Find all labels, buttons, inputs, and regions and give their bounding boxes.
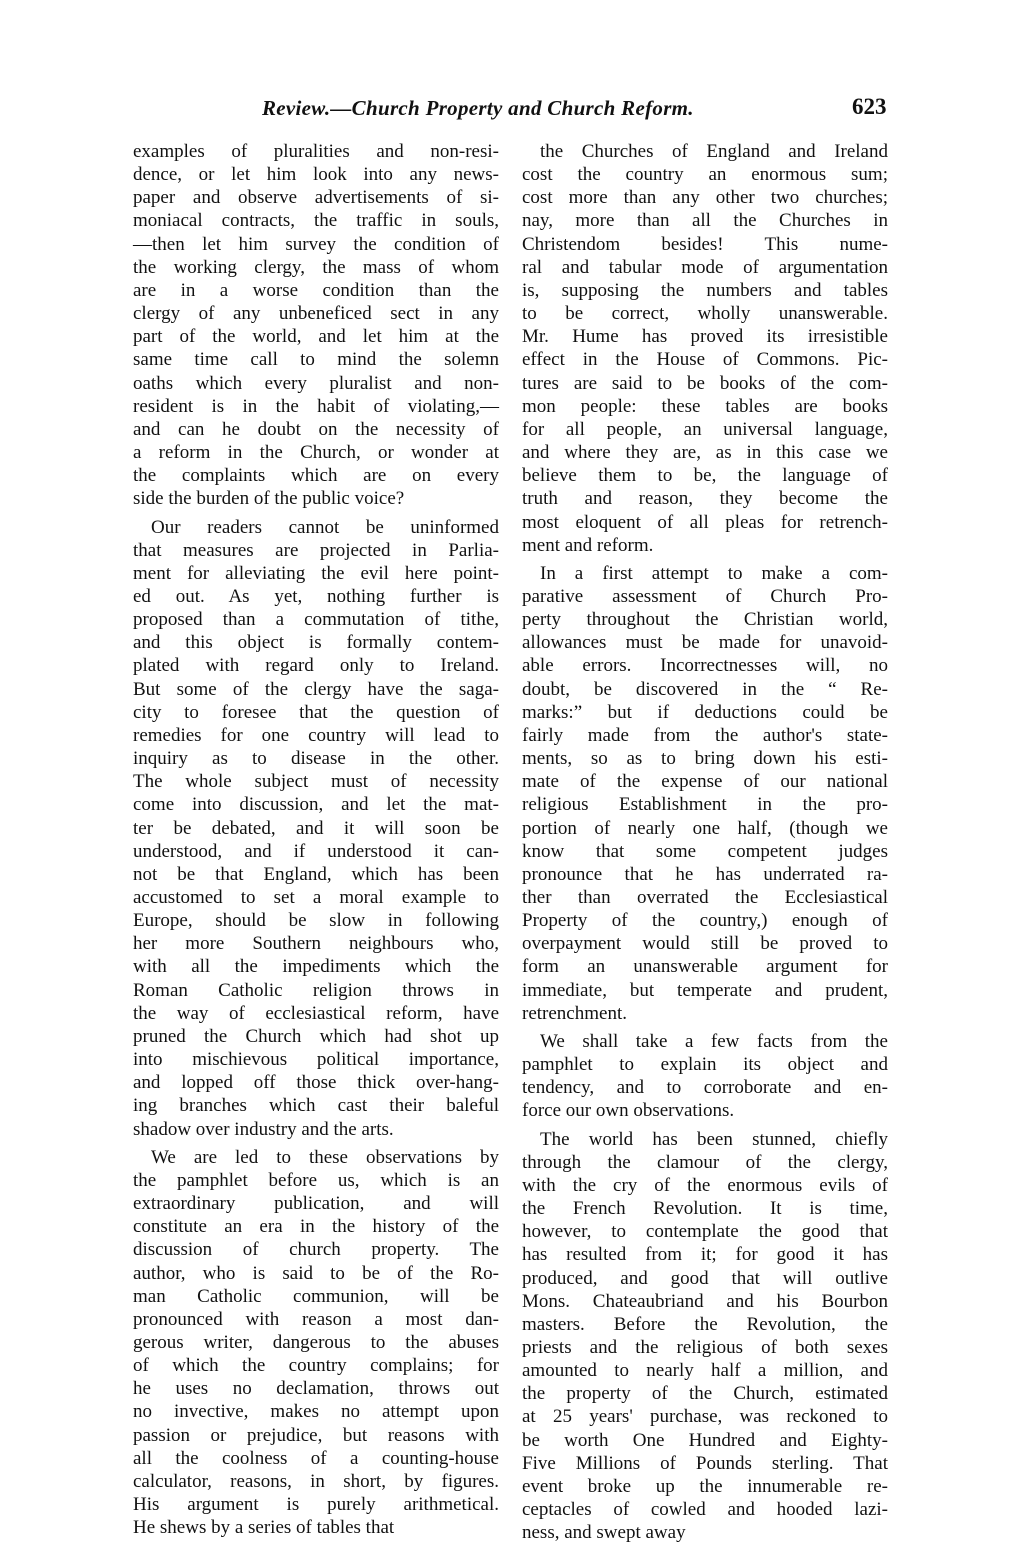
text-line: ter be debated, and it will soon be	[133, 817, 499, 839]
running-head: Review.—Church Property and Church Reform.	[262, 96, 694, 120]
text-line: Christendom besides! This nume-	[522, 233, 888, 255]
text-line: no invective, makes no attempt upon	[133, 1401, 499, 1423]
text-line: mon people: these tables are books	[522, 395, 888, 417]
text-line: produced, and good that will outlive	[522, 1267, 888, 1289]
text-line: resident is in the habit of violating,—	[133, 395, 499, 417]
text-line: the working clergy, the mass of whom	[133, 256, 499, 278]
text-line: nay, more than all the Churches in	[522, 210, 888, 232]
text-line: cost the country an enormous sum;	[522, 164, 888, 186]
text-line: We shall take a few facts from the	[540, 1030, 888, 1052]
text-line: the way of ecclesiastical reform, have	[133, 1002, 499, 1024]
left-column	[133, 140, 499, 1539]
text-line: pronounce that he has underrated ra-	[522, 863, 888, 885]
text-line: to be correct, wholly unanswerable.	[522, 303, 888, 325]
text-line: man Catholic communion, will be	[133, 1285, 499, 1307]
text-line: But some of the clergy have the saga-	[133, 678, 499, 700]
text-line: portion of nearly one half, (though we	[522, 817, 888, 839]
text-line: ing branches which cast their baleful	[133, 1095, 499, 1117]
text-line: paper and observe advertisements of si-	[133, 187, 499, 209]
paragraph	[133, 1146, 499, 1540]
text-line: able errors. Incorrectnesses will, no	[522, 655, 888, 677]
text-line: Mr. Hume has proved its irresistible	[522, 326, 888, 348]
text-line: truth and reason, they become the	[522, 488, 888, 510]
text-line: fairly made from the author's state-	[522, 724, 888, 746]
paragraph	[133, 140, 499, 511]
text-line: and where they are, as in this case we	[522, 442, 888, 464]
text-line: ness, and swept away	[522, 1522, 686, 1544]
text-line: into mischievous political importance,	[133, 1049, 499, 1071]
paragraph	[133, 516, 499, 1141]
text-line: ther than overrated the Ecclesiastical	[522, 887, 888, 908]
text-line: effect in the House of Commons. Pic-	[522, 349, 888, 371]
text-line: shadow over industry and the arts.	[133, 1118, 394, 1140]
text-line: allowances must be made for unavoid-	[522, 632, 888, 654]
paragraph	[522, 1128, 888, 1544]
text-line: doubt, be discovered in the “ Re-	[522, 678, 888, 700]
text-line: overpayment would still be proved to	[522, 933, 888, 955]
text-line: and lopped off those thick over-hang-	[133, 1072, 499, 1094]
text-line: ceptacles of cowled and hooded lazi-	[522, 1499, 888, 1521]
text-line: His argument is purely arithmetical.	[133, 1494, 499, 1516]
text-line: religious Establishment in the pro-	[522, 794, 888, 816]
text-line: however, to contemplate the good that	[522, 1221, 888, 1243]
text-line: calculator, reasons, in short, by figures.	[133, 1470, 499, 1492]
text-line: priests and the religious of both sexes	[522, 1336, 888, 1358]
text-line: examples of pluralities and non-resi-	[133, 141, 499, 162]
text-line: ral and tabular mode of argumentation	[522, 256, 888, 278]
text-line: Roman Catholic religion throws in	[133, 979, 499, 1001]
text-line: the French Revolution. It is time,	[522, 1198, 888, 1220]
text-line: come into discussion, and let the mat-	[133, 794, 499, 816]
text-line: retrenchment.	[522, 1002, 627, 1024]
text-line: accustomed to set a moral example to	[133, 887, 499, 908]
text-line: the complaints which are on every	[133, 465, 499, 487]
text-line: understood, and if understood it can-	[133, 840, 499, 862]
paragraph	[522, 562, 888, 1025]
text-line: with all the impediments which the	[133, 956, 499, 978]
text-line: is, supposing the numbers and tables	[522, 279, 888, 301]
text-line: event broke up the innumerable re-	[522, 1475, 888, 1497]
text-line: Five Millions of Pounds sterling. That	[522, 1452, 888, 1474]
text-line: the property of the Church, estimated	[522, 1383, 888, 1405]
text-line: passion or prejudice, but reasons with	[133, 1424, 499, 1446]
text-line: tendency, and to corroborate and en-	[522, 1077, 888, 1099]
text-line: The world has been stunned, chiefly	[540, 1128, 888, 1150]
paragraph	[522, 140, 888, 557]
page-number: 623	[852, 94, 887, 119]
text-line: cost more than any other two churches;	[522, 187, 888, 209]
text-line: pruned the Church which had shot up	[133, 1025, 499, 1047]
text-line: at 25 years' purchase, was reckoned to	[522, 1406, 888, 1428]
text-line: tures are said to be books of the com-	[522, 372, 888, 394]
text-line: moniacal contracts, the traffic in souls,	[133, 210, 499, 232]
text-line: he uses no declamation, throws out	[133, 1378, 499, 1400]
text-line: Mons. Chateaubriand and his Bourbon	[522, 1290, 888, 1312]
right-column	[522, 140, 888, 1544]
text-line: her more Southern neighbours who,	[133, 933, 499, 955]
text-line: pamphlet to explain its object and	[522, 1054, 888, 1076]
text-line: dence, or let him look into any news-	[133, 164, 499, 186]
text-line: not be that England, which has been	[133, 863, 499, 885]
text-line: He shews by a series of tables that	[133, 1517, 395, 1539]
text-line: perty throughout the Christian world,	[522, 609, 888, 631]
text-line: extraordinary publication, and will	[133, 1193, 499, 1215]
text-line: force our own observations.	[522, 1100, 735, 1122]
text-line: has resulted from it; for good it has	[522, 1244, 888, 1266]
text-line: mate of the expense of our national	[522, 771, 888, 793]
text-line: ments, so as to bring down his esti-	[522, 748, 888, 770]
text-line: with the cry of the enormous evils of	[522, 1174, 888, 1196]
text-line: gerous writer, dangerous to the abuses	[133, 1331, 499, 1353]
text-line: remedies for one country will lead to	[133, 724, 499, 746]
text-line: constitute an era in the history of the	[133, 1216, 499, 1238]
text-line: for all people, an universal language,	[522, 418, 888, 440]
text-line: all the coolness of a counting-house	[133, 1447, 499, 1469]
text-line: author, who is said to be of the Ro-	[133, 1262, 499, 1284]
text-line: plated with regard only to Ireland.	[133, 655, 499, 677]
text-line: immediate, but temperate and prudent,	[522, 979, 888, 1001]
text-line: same time call to mind the solemn	[133, 349, 499, 371]
text-line: be worth One Hundred and Eighty-	[522, 1429, 888, 1451]
text-line: Our readers cannot be uninformed	[151, 516, 499, 538]
text-line: the pamphlet before us, which is an	[133, 1169, 499, 1191]
text-line: —then let him survey the condition of	[133, 233, 499, 255]
text-line: form an unanswerable argument for	[522, 956, 888, 978]
text-line: Property of the country,) enough of	[522, 910, 888, 932]
text-line: a reform in the Church, or wonder at	[133, 442, 499, 464]
text-line: and can he doubt on the necessity of	[133, 418, 499, 440]
paragraph	[522, 1030, 888, 1123]
text-line: the Churches of England and Ireland	[540, 141, 888, 162]
text-line: of which the country complains; for	[133, 1355, 499, 1377]
text-line: pronounced with reason a most dan-	[133, 1308, 499, 1330]
text-line: and this object is formally contem-	[133, 632, 499, 654]
text-line: city to foresee that the question of	[133, 701, 499, 723]
text-line: parative assessment of Church Pro-	[522, 585, 888, 607]
text-line: Europe, should be slow in following	[133, 910, 499, 932]
text-line: proposed than a commutation of tithe,	[133, 609, 499, 631]
text-line: side the burden of the public voice?	[133, 488, 405, 510]
text-line: oaths which every pluralist and non-	[133, 372, 499, 394]
text-line: masters. Before the Revolution, the	[522, 1313, 888, 1335]
text-line: ment for alleviating the evil here point-	[133, 562, 499, 584]
text-line: discussion of church property. The	[133, 1239, 499, 1261]
text-line: through the clamour of the clergy,	[522, 1151, 888, 1173]
text-line: inquiry as to disease in the other.	[133, 748, 499, 770]
text-line: marks:” but if deductions could be	[522, 701, 888, 723]
text-line: believe them to be, the language of	[522, 465, 888, 487]
text-line: are in a worse condition than the	[133, 279, 499, 301]
text-line: that measures are projected in Parlia-	[133, 539, 499, 561]
text-line: most eloquent of all pleas for retrench-	[522, 511, 888, 533]
text-line: In a first attempt to make a com-	[540, 562, 888, 584]
text-line: We are led to these observations by	[151, 1146, 499, 1168]
text-line: clergy of any unbeneficed sect in any	[133, 303, 499, 325]
text-line: amounted to nearly half a million, and	[522, 1360, 888, 1382]
text-line: ment and reform.	[522, 534, 654, 556]
text-line: part of the world, and let him at the	[133, 326, 499, 348]
text-line: The whole subject must of necessity	[133, 771, 499, 793]
text-line: ed out. As yet, nothing further is	[133, 585, 499, 607]
text-line: know that some competent judges	[522, 840, 888, 862]
